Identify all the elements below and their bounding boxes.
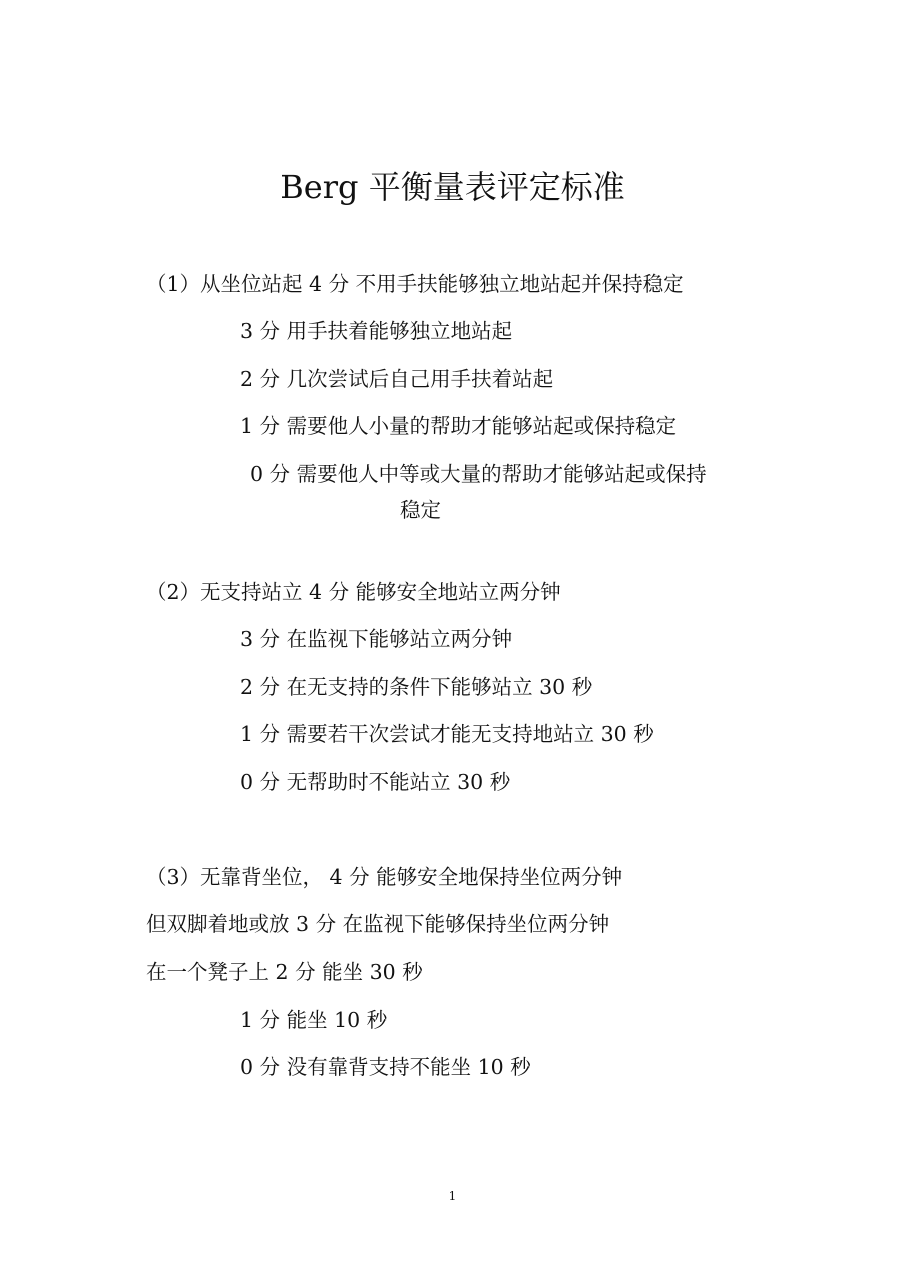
section-2-score-1: 1 分 需要若干次尝试才能无支持地站立 30 秒 [240,722,654,746]
section-2-score-0: 0 分 无帮助时不能站立 30 秒 [240,770,511,794]
section-3-score-0: 0 分 没有靠背支持不能坐 10 秒 [240,1055,531,1079]
section-3-score-1: 1 分 能坐 10 秒 [240,1008,388,1032]
page-number: 1 [448,1189,457,1203]
section-3-heading-line: （3）无靠背坐位， 4 分 能够安全地保持坐位两分钟 [146,865,623,889]
section-1-score-2: 2 分 几次尝试后自己用手扶着站起 [240,367,554,391]
document-title: Berg 平衡量表评定标准 [280,168,625,206]
section-1-score-3: 3 分 用手扶着能够独立地站起 [240,319,513,343]
section-2-score-2: 2 分 在无支持的条件下能够站立 30 秒 [240,675,593,699]
section-1-score-1: 1 分 需要他人小量的帮助才能够站起或保持稳定 [240,414,677,438]
section-3-line-3: 在一个凳子上 2 分 能坐 30 秒 [146,960,423,984]
section-2-heading-line: （2）无支持站立 4 分 能够安全地站立两分钟 [146,580,561,604]
section-1-score-0: 0 分 需要他人中等或大量的帮助才能够站起或保持 [250,462,707,486]
section-2-score-3: 3 分 在监视下能够站立两分钟 [240,627,513,651]
section-3-line-2: 但双脚着地或放 3 分 在监视下能够保持坐位两分钟 [146,912,610,936]
section-1-score-0-continued: 稳定 [400,498,441,522]
section-1-heading-line: （1）从坐位站起 4 分 不用手扶能够独立地站起并保持稳定 [146,272,684,296]
